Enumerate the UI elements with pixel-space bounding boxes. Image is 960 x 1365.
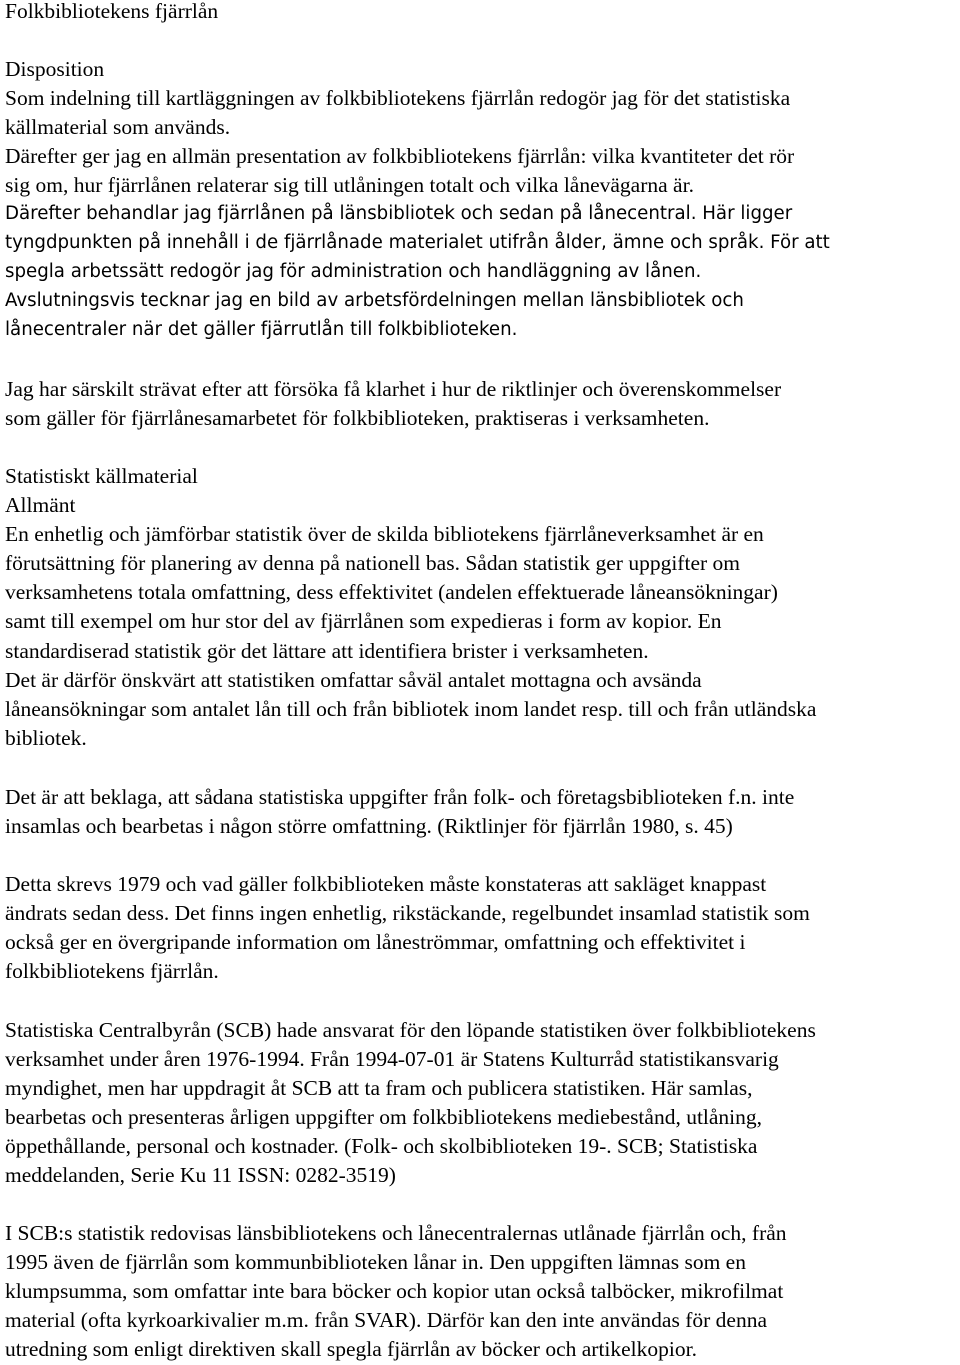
document-title: Folkbibliotekens fjärrlån bbox=[5, 0, 219, 23]
paragraph-strivance bbox=[5, 375, 960, 433]
text-line: samt till exempel om hur stor del av fjärrlånen som expedieras i form av kopior. En bbox=[5, 609, 722, 634]
text-line: ändrats sedan dess. Det finns ingen enhetlig, rikstäckande, regelbundet insamlad statistik som bbox=[5, 901, 810, 926]
disposition-section bbox=[5, 55, 960, 200]
text-line: verksamhet under åren 1976-1994. Från 1994-07-01 är Statens Kulturråd statistikansvarig bbox=[5, 1047, 779, 1072]
text-line: material (ofta kyrkoarkivalier m.m. från SVAR). Därför kan den inte användas för denna bbox=[5, 1308, 767, 1333]
text-line: standardiserad statistik gör det lättare att identifiera brister i verksamheten. bbox=[5, 638, 649, 663]
text-line: En enhetlig och jämförbar statistik över de skilda bibliotekens fjärrlåneverksamhet är en bbox=[5, 522, 764, 547]
paragraph-1979 bbox=[5, 870, 960, 986]
text-line: verksamhetens totala omfattning, dess effektivitet (andelen effektuerade låneansökningar) bbox=[5, 580, 778, 605]
statistics-heading: Statistiskt källmaterial bbox=[5, 464, 198, 488]
text-line: folkbibliotekens fjärrlån. bbox=[5, 959, 219, 984]
text-line: Som indelning till kartläggningen av folkbibliotekens fjärrlån redogör jag för det statistiska bbox=[5, 86, 791, 111]
text-line: lånecentraler när det gäller fjärrutlån till folkbiblioteken. bbox=[5, 319, 518, 341]
text-line: Detta skrevs 1979 och vad gäller folkbiblioteken måste konstateras att sakläget knappast bbox=[5, 872, 767, 896]
text-line: låneansökningar som antalet lån till och från bibliotek inom landet resp. till och från utländska bbox=[5, 696, 817, 721]
paragraph-scb bbox=[5, 1016, 960, 1191]
paragraph-scb-statistics bbox=[5, 1219, 960, 1364]
text-line: Avslutningsvis tecknar jag en bild av arbetsfördelningen mellan länsbibliotek och bbox=[5, 290, 744, 312]
text-line: bibliotek. bbox=[5, 725, 87, 750]
sans-text-block bbox=[5, 199, 960, 344]
text-line: meddelanden, Serie Ku 11 ISSN: 0282-3519) bbox=[5, 1163, 396, 1188]
paragraph-regret bbox=[5, 783, 960, 841]
text-line: också ger en övergripande information om låneströmmar, omfattning och effektivitet i bbox=[5, 930, 746, 955]
text-line: sig om, hur fjärrlånen relaterar sig till utlåningen totalt och vilka lånevägarna är. bbox=[5, 173, 694, 198]
text-line: insamlas och bearbetas i någon större omfattning. (Riktlinjer för fjärrlån 1980, s. 45) bbox=[5, 814, 733, 839]
text-line: Det är därför önskvärt att statistiken omfattar såväl antalet mottagna och avsända bbox=[5, 667, 702, 692]
disposition-heading: Disposition bbox=[5, 57, 105, 81]
text-line: källmaterial som används. bbox=[5, 115, 231, 140]
text-line: som gäller för fjärrlånesamarbetet för folkbiblioteken, praktiseras i verksamheten. bbox=[5, 406, 710, 431]
text-line: myndighet, men har uppdragit åt SCB att ta fram och publicera statistiken. Här samlas, bbox=[5, 1076, 753, 1101]
text-line: 1995 även de fjärrlån som kommunbiblioteken lånar in. Den uppgiften lämnas som en bbox=[5, 1250, 746, 1275]
text-line: öppethållande, personal och kostnader. (Folk- och skolbiblioteken 19-. SCB; Statistiska bbox=[5, 1134, 758, 1159]
text-line: Statistiska Centralbyrån (SCB) hade ansvarat för den löpande statistiken över folkbibliotekens bbox=[5, 1018, 816, 1042]
text-line: tyngdpunkten på innehåll i de fjärrlånade materialet utifrån ålder, ämne och språk. För att bbox=[5, 232, 830, 254]
general-heading: Allmänt bbox=[5, 493, 76, 518]
statistics-section bbox=[5, 462, 960, 753]
text-line: spegla arbetssätt redogör jag för administration och handläggning av lånen. bbox=[5, 261, 702, 283]
text-line: klumpsumma, som omfattar inte bara böcker och kopior utan också talböcker, mikrofilmat bbox=[5, 1279, 784, 1304]
text-line: Jag har särskilt strävat efter att försöka få klarhet i hur de riktlinjer och överenskommelser bbox=[5, 377, 782, 401]
text-line: Därefter behandlar jag fjärrlånen på länsbibliotek och sedan på lånecentral. Här ligger bbox=[5, 203, 793, 224]
text-line: bearbetas och presenteras årligen uppgifter om folkbibliotekens mediebestånd, utlåning, bbox=[5, 1105, 763, 1130]
text-line: Därefter ger jag en allmän presentation av folkbibliotekens fjärrlån: vilka kvantiteter det rör bbox=[5, 144, 795, 169]
text-line: förutsättning för planering av denna på nationell bas. Sådan statistik ger uppgifter om bbox=[5, 551, 740, 576]
text-line: I SCB:s statistik redovisas länsbibliotekens och lånecentralernas utlånade fjärrlån och, från bbox=[5, 1221, 787, 1245]
text-line: Det är att beklaga, att sådana statistiska uppgifter från folk- och företagsbiblioteken f.n. inte bbox=[5, 785, 795, 809]
text-line: utredning som enligt direktiven skall spegla fjärrlån av böcker och artikelkopior. bbox=[5, 1337, 697, 1362]
